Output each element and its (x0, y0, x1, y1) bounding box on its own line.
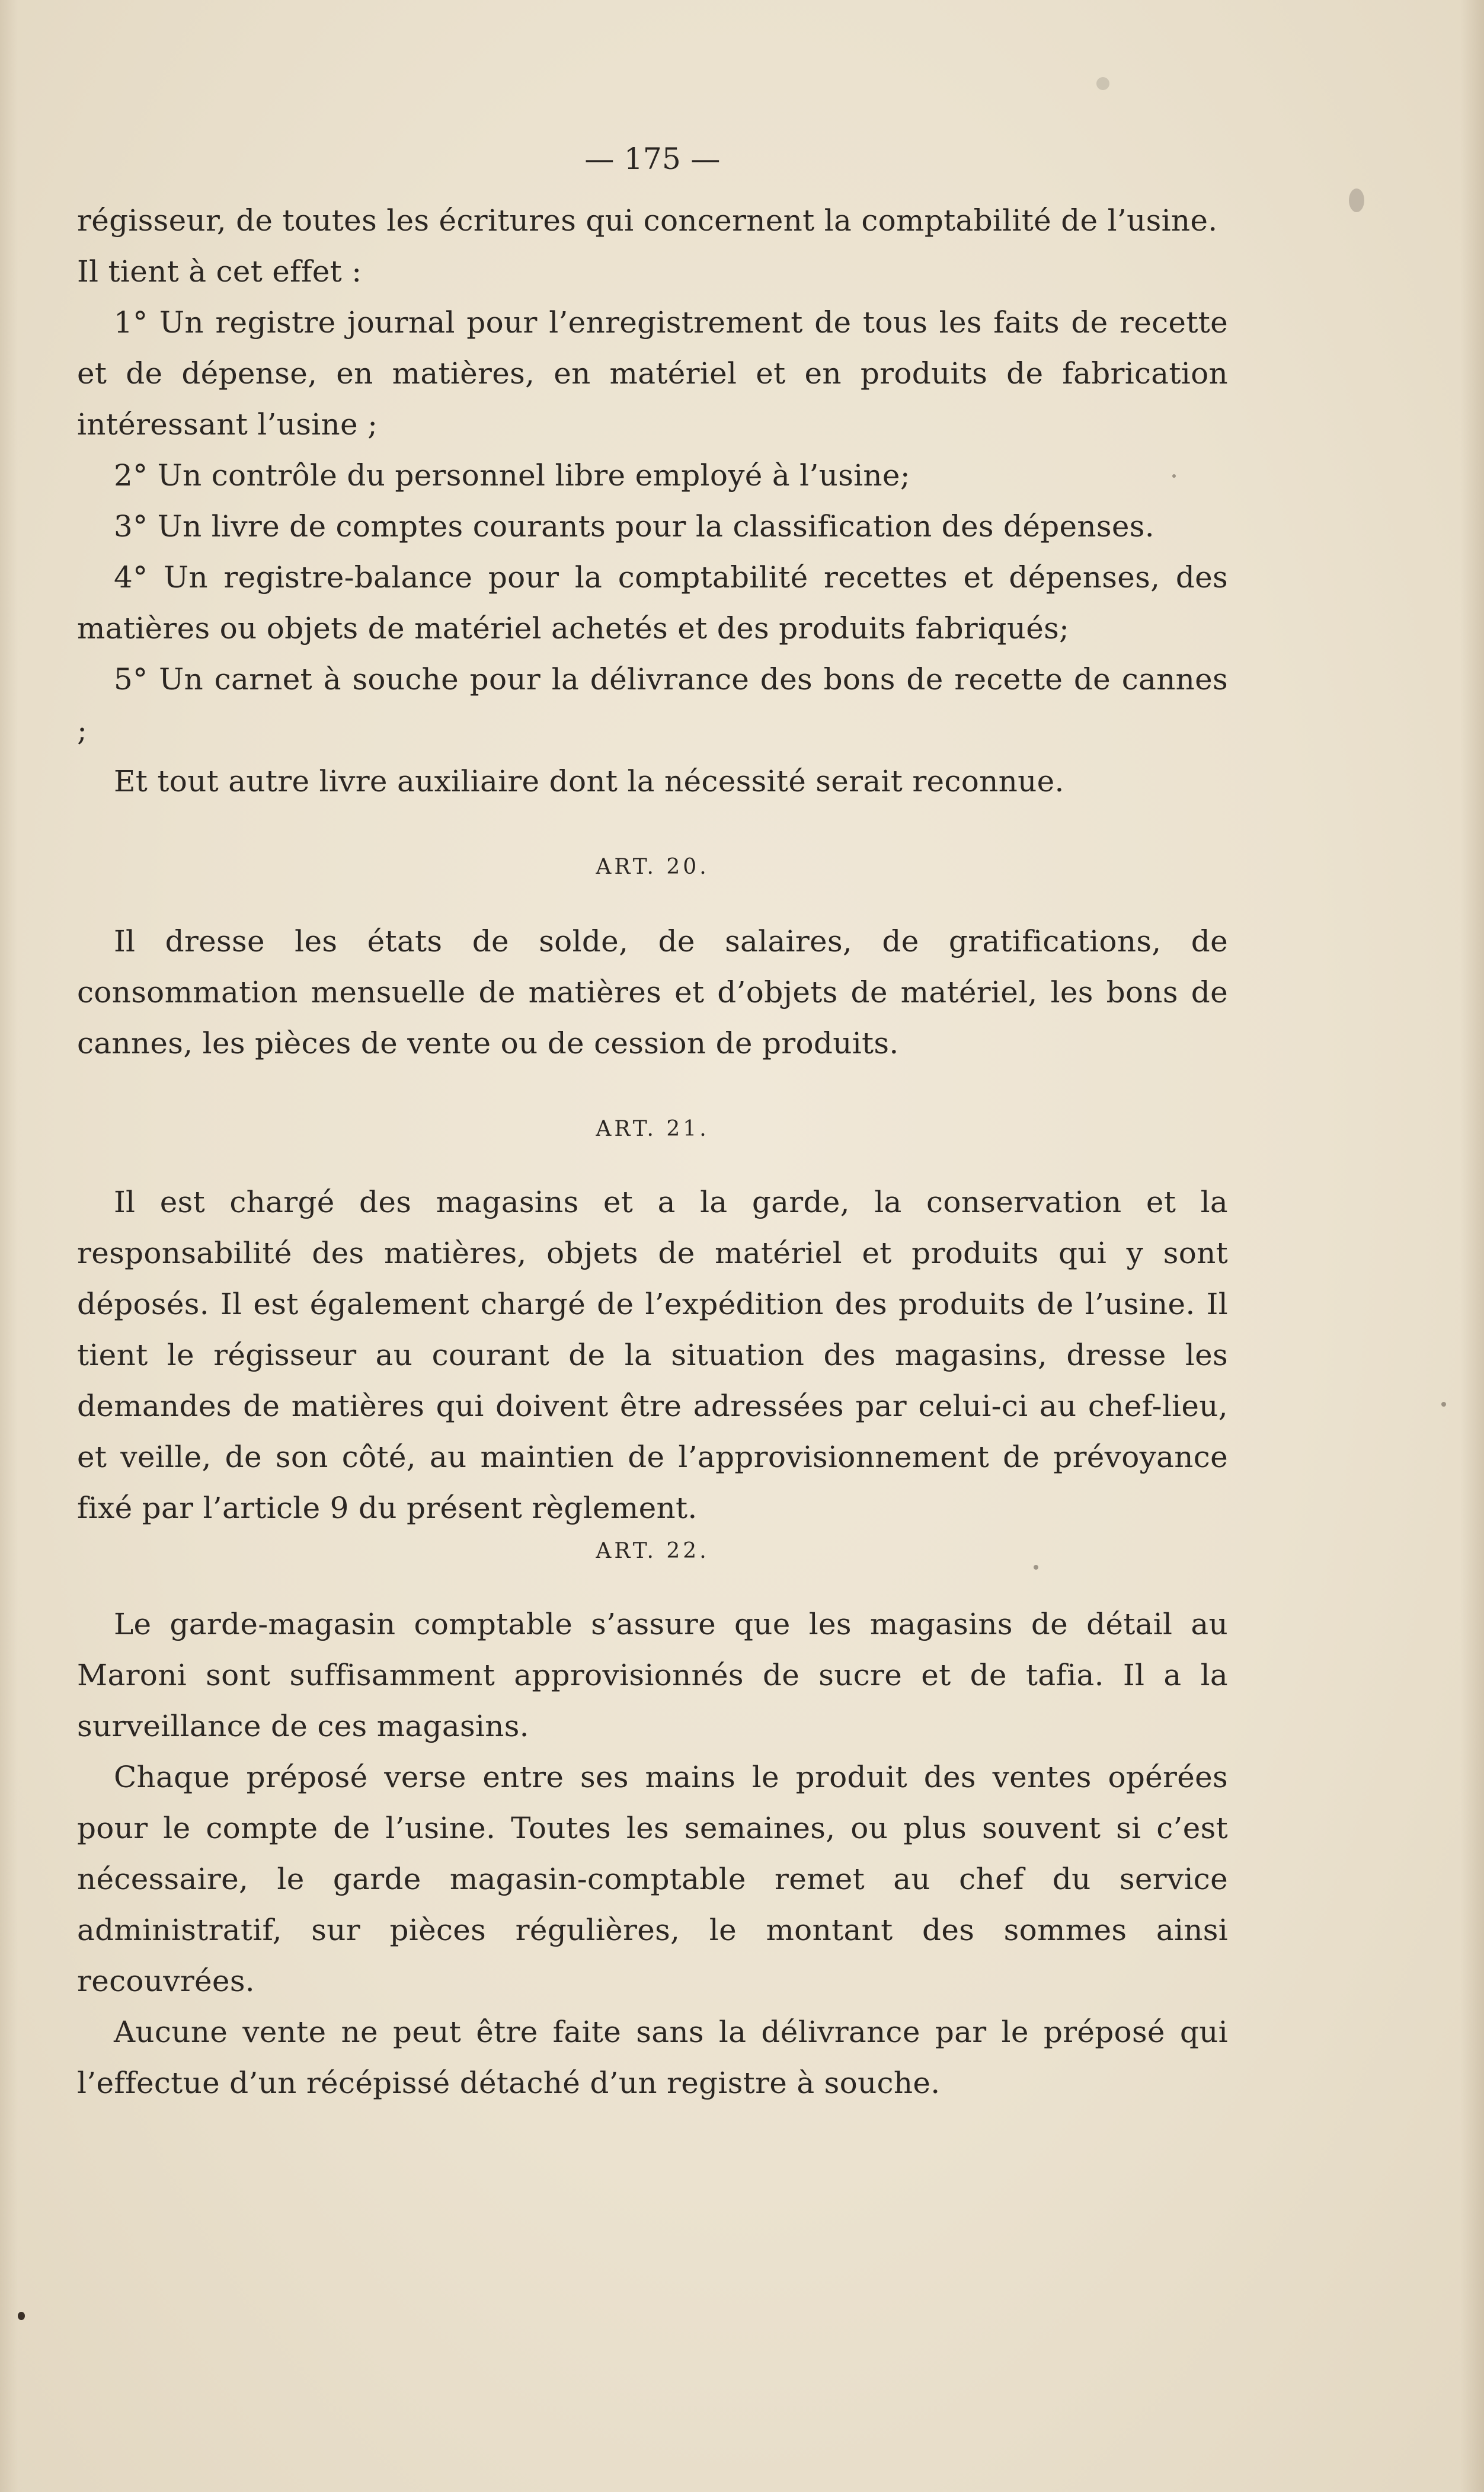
page-number: — 175 — (584, 142, 721, 176)
list-item: 1° Un registre journal pour l’enregistrement de tous les faits de recette et de dépense, en matières, en matériel et en produits de fabrication intéressant l’usine ; (77, 305, 1228, 442)
intro-line: régisseur, de toutes les écritures qui concernent la comptabilité de l’usine. (77, 203, 1218, 238)
list-item: 2° Un contrôle du personnel libre employé à l’usine; (114, 458, 910, 493)
paper-speck (1441, 1402, 1446, 1407)
paper-speck (1096, 77, 1109, 90)
list-item: 3° Un livre de comptes courants pour la classification des dépenses. (114, 509, 1154, 544)
article-heading: ART. 21. (596, 1117, 709, 1141)
document-body (77, 133, 1228, 2108)
list-item: Et tout autre livre auxiliaire dont la nécessité serait reconnue. (114, 764, 1064, 798)
article-paragraph: Il dresse les états de solde, de salaires, de gratifications, de consommation mensuelle de matières et d’objets de matériel, les bons de cannes, les pièces de vente ou de cession de produits. (77, 924, 1228, 1060)
intro-line: Il tient à cet effet : (77, 254, 362, 289)
article-heading: ART. 20. (596, 855, 709, 879)
paper-speck (1349, 189, 1364, 212)
list-item: 4° Un registre-balance pour la comptabilité recettes et dépenses, des matières ou objets de matériel achetés et des produits fabriqués; (77, 560, 1228, 646)
page-shadow-left (0, 0, 18, 2492)
page-shadow-right (1460, 0, 1484, 2492)
article-paragraph: Chaque préposé verse entre ses mains le produit des ventes opérées pour le compte de l’usine. Toutes les semaines, ou plus souvent si c’est nécessaire, le garde magasin-comptable remet au chef du service administratif, sur pièces régulières, le montant des sommes ainsi recouvrées. (77, 1760, 1228, 1998)
list-item: 5° Un carnet à souche pour la délivrance des bons de recette de cannes ; (77, 662, 1228, 747)
paper-speck (18, 2312, 25, 2320)
article-paragraph: Il est chargé des magasins et a la garde, la conservation et la responsabilité des matières, objets de matériel et produits qui y sont déposés. Il est également chargé de l’expédition des produits de l’usine. Il tient le régisseur au courant de la situation des magasins, dresse les demandes de matières qui doivent être adressées par celui-ci au chef-lieu, et veille, de son côté, au maintien de l’approvisionnement de prévoyance fixé par l’article 9 du présent règlement. (77, 1185, 1228, 1525)
article-paragraph: Le garde-magasin comptable s’assure que les magasins de détail au Maroni sont suffisamment approvisionnés de sucre et de tafia. Il a la surveillance de ces magasins. (77, 1607, 1228, 1743)
article-paragraph: Aucune vente ne peut être faite sans la délivrance par le préposé qui l’effectue d’un récépissé détaché d’un registre à souche. (77, 2015, 1228, 2100)
article-heading: ART. 22. (596, 1539, 709, 1563)
